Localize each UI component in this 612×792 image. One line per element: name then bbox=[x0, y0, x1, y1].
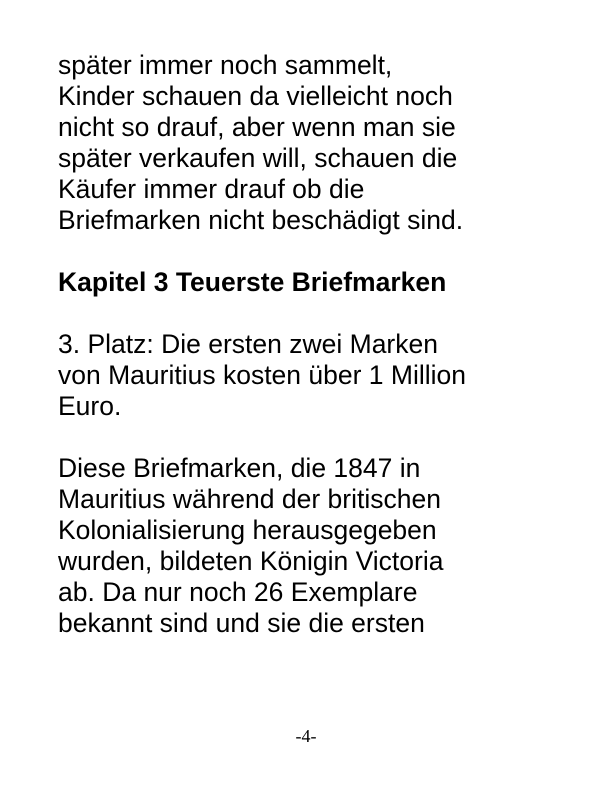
text-line: Kinder schauen da vielleicht noch bbox=[58, 81, 453, 111]
page-number: -4- bbox=[295, 726, 317, 746]
text-line: nicht so drauf, aber wenn man sie bbox=[58, 112, 456, 142]
text-line: ab. Da nur noch 26 Exemplare bbox=[58, 577, 418, 607]
text-line: Euro. bbox=[58, 391, 122, 421]
paragraph-spacer bbox=[58, 422, 578, 453]
text-line: Briefmarken nicht beschädigt sind. bbox=[58, 205, 464, 235]
text-line: 3. Platz: Die ersten zwei Marken bbox=[58, 329, 438, 359]
text-line: Kolonialisierung herausgegeben bbox=[58, 515, 437, 545]
text-line: später immer noch sammelt, bbox=[58, 50, 393, 80]
text-line: Mauritius während der britischen bbox=[58, 484, 441, 514]
paragraph-spacer bbox=[58, 236, 578, 267]
paragraph-spacer bbox=[58, 298, 578, 329]
text-line: später verkaufen will, schauen die bbox=[58, 143, 458, 173]
chapter-heading: Kapitel 3 Teuerste Briefmarken bbox=[58, 267, 447, 297]
paragraph-third-place bbox=[58, 329, 578, 422]
text-line: bekannt sind und sie die ersten bbox=[58, 608, 425, 638]
text-line: Käufer immer drauf ob die bbox=[58, 174, 365, 204]
text-line: Diese Briefmarken, die 1847 in bbox=[58, 453, 421, 483]
text-line: von Mauritius kosten über 1 Million bbox=[58, 360, 466, 390]
paragraph-mauritius-description bbox=[58, 453, 578, 639]
page-body bbox=[58, 50, 578, 639]
paragraph-continuation bbox=[58, 50, 578, 236]
text-line: wurden, bildeten Königin Victoria bbox=[58, 546, 444, 576]
